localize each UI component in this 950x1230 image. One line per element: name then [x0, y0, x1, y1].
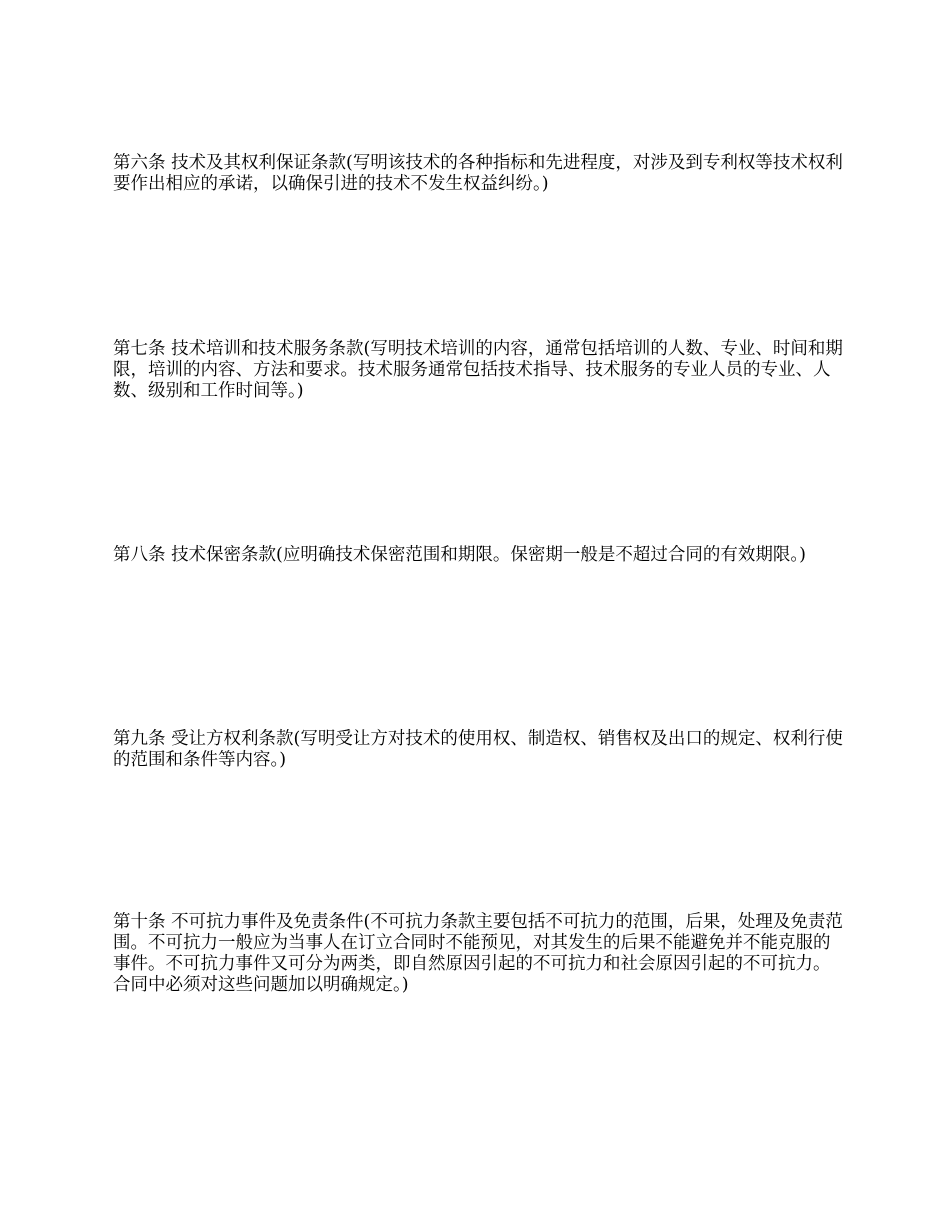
clause-8-confidentiality: 第八条 技术保密条款(应明确技术保密范围和期限。保密期一般是不超过合同的有效期限。) — [113, 545, 806, 565]
clause-7-training-and-service: 第七条 技术培训和技术服务条款(写明技术培训的内容，通常包括培训的人数、专业、时间和期限，培训的内容、方法和要求。技术服务通常包括技术指导、技术服务的专业人员的专业、人数、级别和工作时间等。) — [113, 339, 843, 401]
clause-9-transferee-rights: 第九条 受让方权利条款(写明受让方对技术的使用权、制造权、销售权及出口的规定、权利行使的范围和条件等内容。) — [113, 729, 843, 770]
clause-6-technology-rights-guarantee: 第六条 技术及其权利保证条款(写明该技术的各种指标和先进程度，对涉及到专利权等技术权利要作出相应的承诺，以确保引进的技术不发生权益纠纷。) — [113, 153, 843, 194]
clause-10-force-majeure: 第十条 不可抗力事件及免责条件(不可抗力条款主要包括不可抗力的范围，后果，处理及免责范围。不可抗力一般应为当事人在订立合同时不能预见，对其发生的后果不能避免并不能克服的事件。不可抗力事件又可分为两类，即自然原因引起的不可抗力和社会原因引起的不可抗力。合同中必须对这些问题加以明确规定。) — [113, 912, 843, 995]
